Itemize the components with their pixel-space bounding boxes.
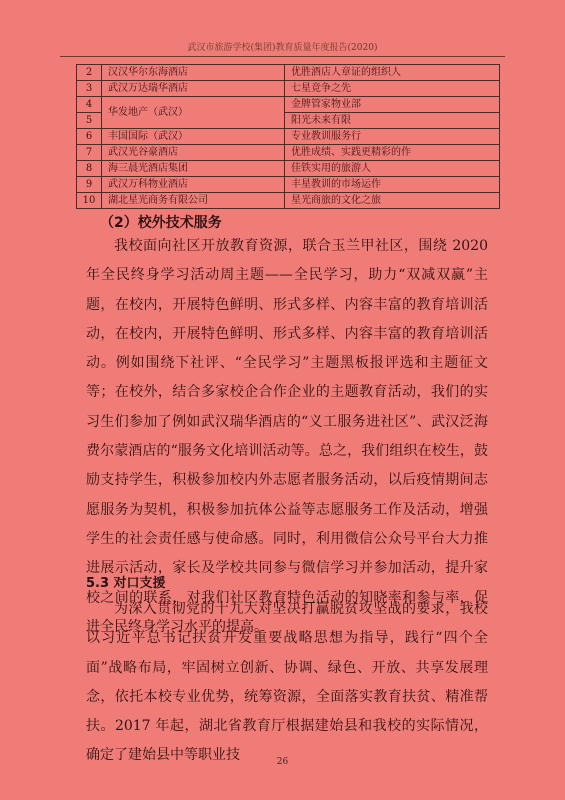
table-row (77, 145, 500, 161)
partner-table-body (77, 65, 500, 209)
company-cell: 湖北星光商务有限公司 (102, 193, 285, 209)
honor-cell: 专业教训服务行 (285, 129, 500, 145)
row-number: 10 (77, 193, 102, 209)
company-cell: 武汉万达瑞华酒店 (102, 81, 285, 97)
page-number: 26 (276, 757, 289, 767)
paragraph-2: 为深入贯彻党的十九大对坚决打赢脱贫攻坚战的要求，我校以习近平总书记扶贫开发重要战略思想为指导，践行“四个全面”战略布局，牢固树立创新、协调、绿色、开放、共享发展理念，依托本校专业优势，统筹资源，全面落实教育扶贫、精准帮扶。2017 年起，湖北省教育厅根据建始县和我校的实际情况，确定了建始县中等职业技 (86, 601, 488, 764)
partner-table (76, 64, 500, 209)
row-number: 5 (77, 113, 102, 129)
honor-cell: 星光商旅的文化之旅 (285, 193, 500, 209)
company-cell: 华发地产（武汉） (102, 97, 285, 129)
honor-cell: 金牌管家物业部 (285, 97, 500, 113)
company-cell: 武汉万科物业酒店 (102, 177, 285, 193)
honor-cell: 佳铁实用的旅游人 (285, 161, 500, 177)
table-row (77, 177, 500, 193)
section-title: （2）校外技术服务 (100, 215, 222, 231)
row-number: 7 (77, 145, 102, 161)
company-cell: 武汉光谷豪酒店 (102, 145, 285, 161)
header-rule (60, 56, 505, 57)
running-header: 武汉市旅游学校(集团)教育质量年度报告(2020) (187, 43, 378, 53)
table-row (77, 193, 500, 209)
honor-cell: 七星竞争之先 (285, 81, 500, 97)
company-cell: 丰国国际（武汉） (102, 129, 285, 145)
section-heading-5-3: 5.3 对口支援 (86, 576, 166, 591)
honor-cell: 优胜成绩、实践更精彩的作 (285, 145, 500, 161)
company-cell: 汉汉华尔东海酒店 (102, 65, 285, 81)
table-row (77, 97, 500, 113)
row-number: 4 (77, 97, 102, 113)
honor-cell: 阳光未来有限 (285, 113, 500, 129)
honor-cell: 丰星教训的市场运作 (285, 177, 500, 193)
row-number: 6 (77, 129, 102, 145)
table-row (77, 65, 500, 81)
company-cell: 海三晨光酒店集团 (102, 161, 285, 177)
honor-cell: 优胜酒店人章证的组织人 (285, 65, 500, 81)
paragraph-1: 我校面向社区开放教育资源，联合玉兰甲社区，围绕 2020 年全民终身学习活动周主题——全民学习，助力“双减双赢”主题，在校内，开展特色鲜明、形式多样、内容丰富的教育培训活动，在校内，开展特色鲜明、形式多样、内容丰富的教育培训活动。例如围绕下社评、“全民学习”主题黑板报评选和主题征文等；在校外，结合多家校企合作企业的主题教育活动，我们的实习生们参加了例如武汉瑞华酒店的“义工服务进社区”、武汉泛海费尔蒙酒店的“服务文化培训活动等。总之，我们组织在校生，鼓励支持学生，积极参加校内外志愿者服务活动，以后疫情期间志愿服务为契机，积极参加抗体公益等志愿服务工作及活动，增强学生的社会责任感与使命感。同时，利用微信公众号平台大力推进展示活动，家长及学校共同参与微信学习并参加活动，提升家校之间的联系，对我们社区教育特色活动的知晓率和参与率，促进全民终身学习水平的提高。 (86, 238, 488, 635)
row-number: 9 (77, 177, 102, 193)
row-number: 8 (77, 161, 102, 177)
table-row (77, 161, 500, 177)
row-number: 2 (77, 65, 102, 81)
table-row (77, 81, 500, 97)
row-number: 3 (77, 81, 102, 97)
table-row (77, 129, 500, 145)
